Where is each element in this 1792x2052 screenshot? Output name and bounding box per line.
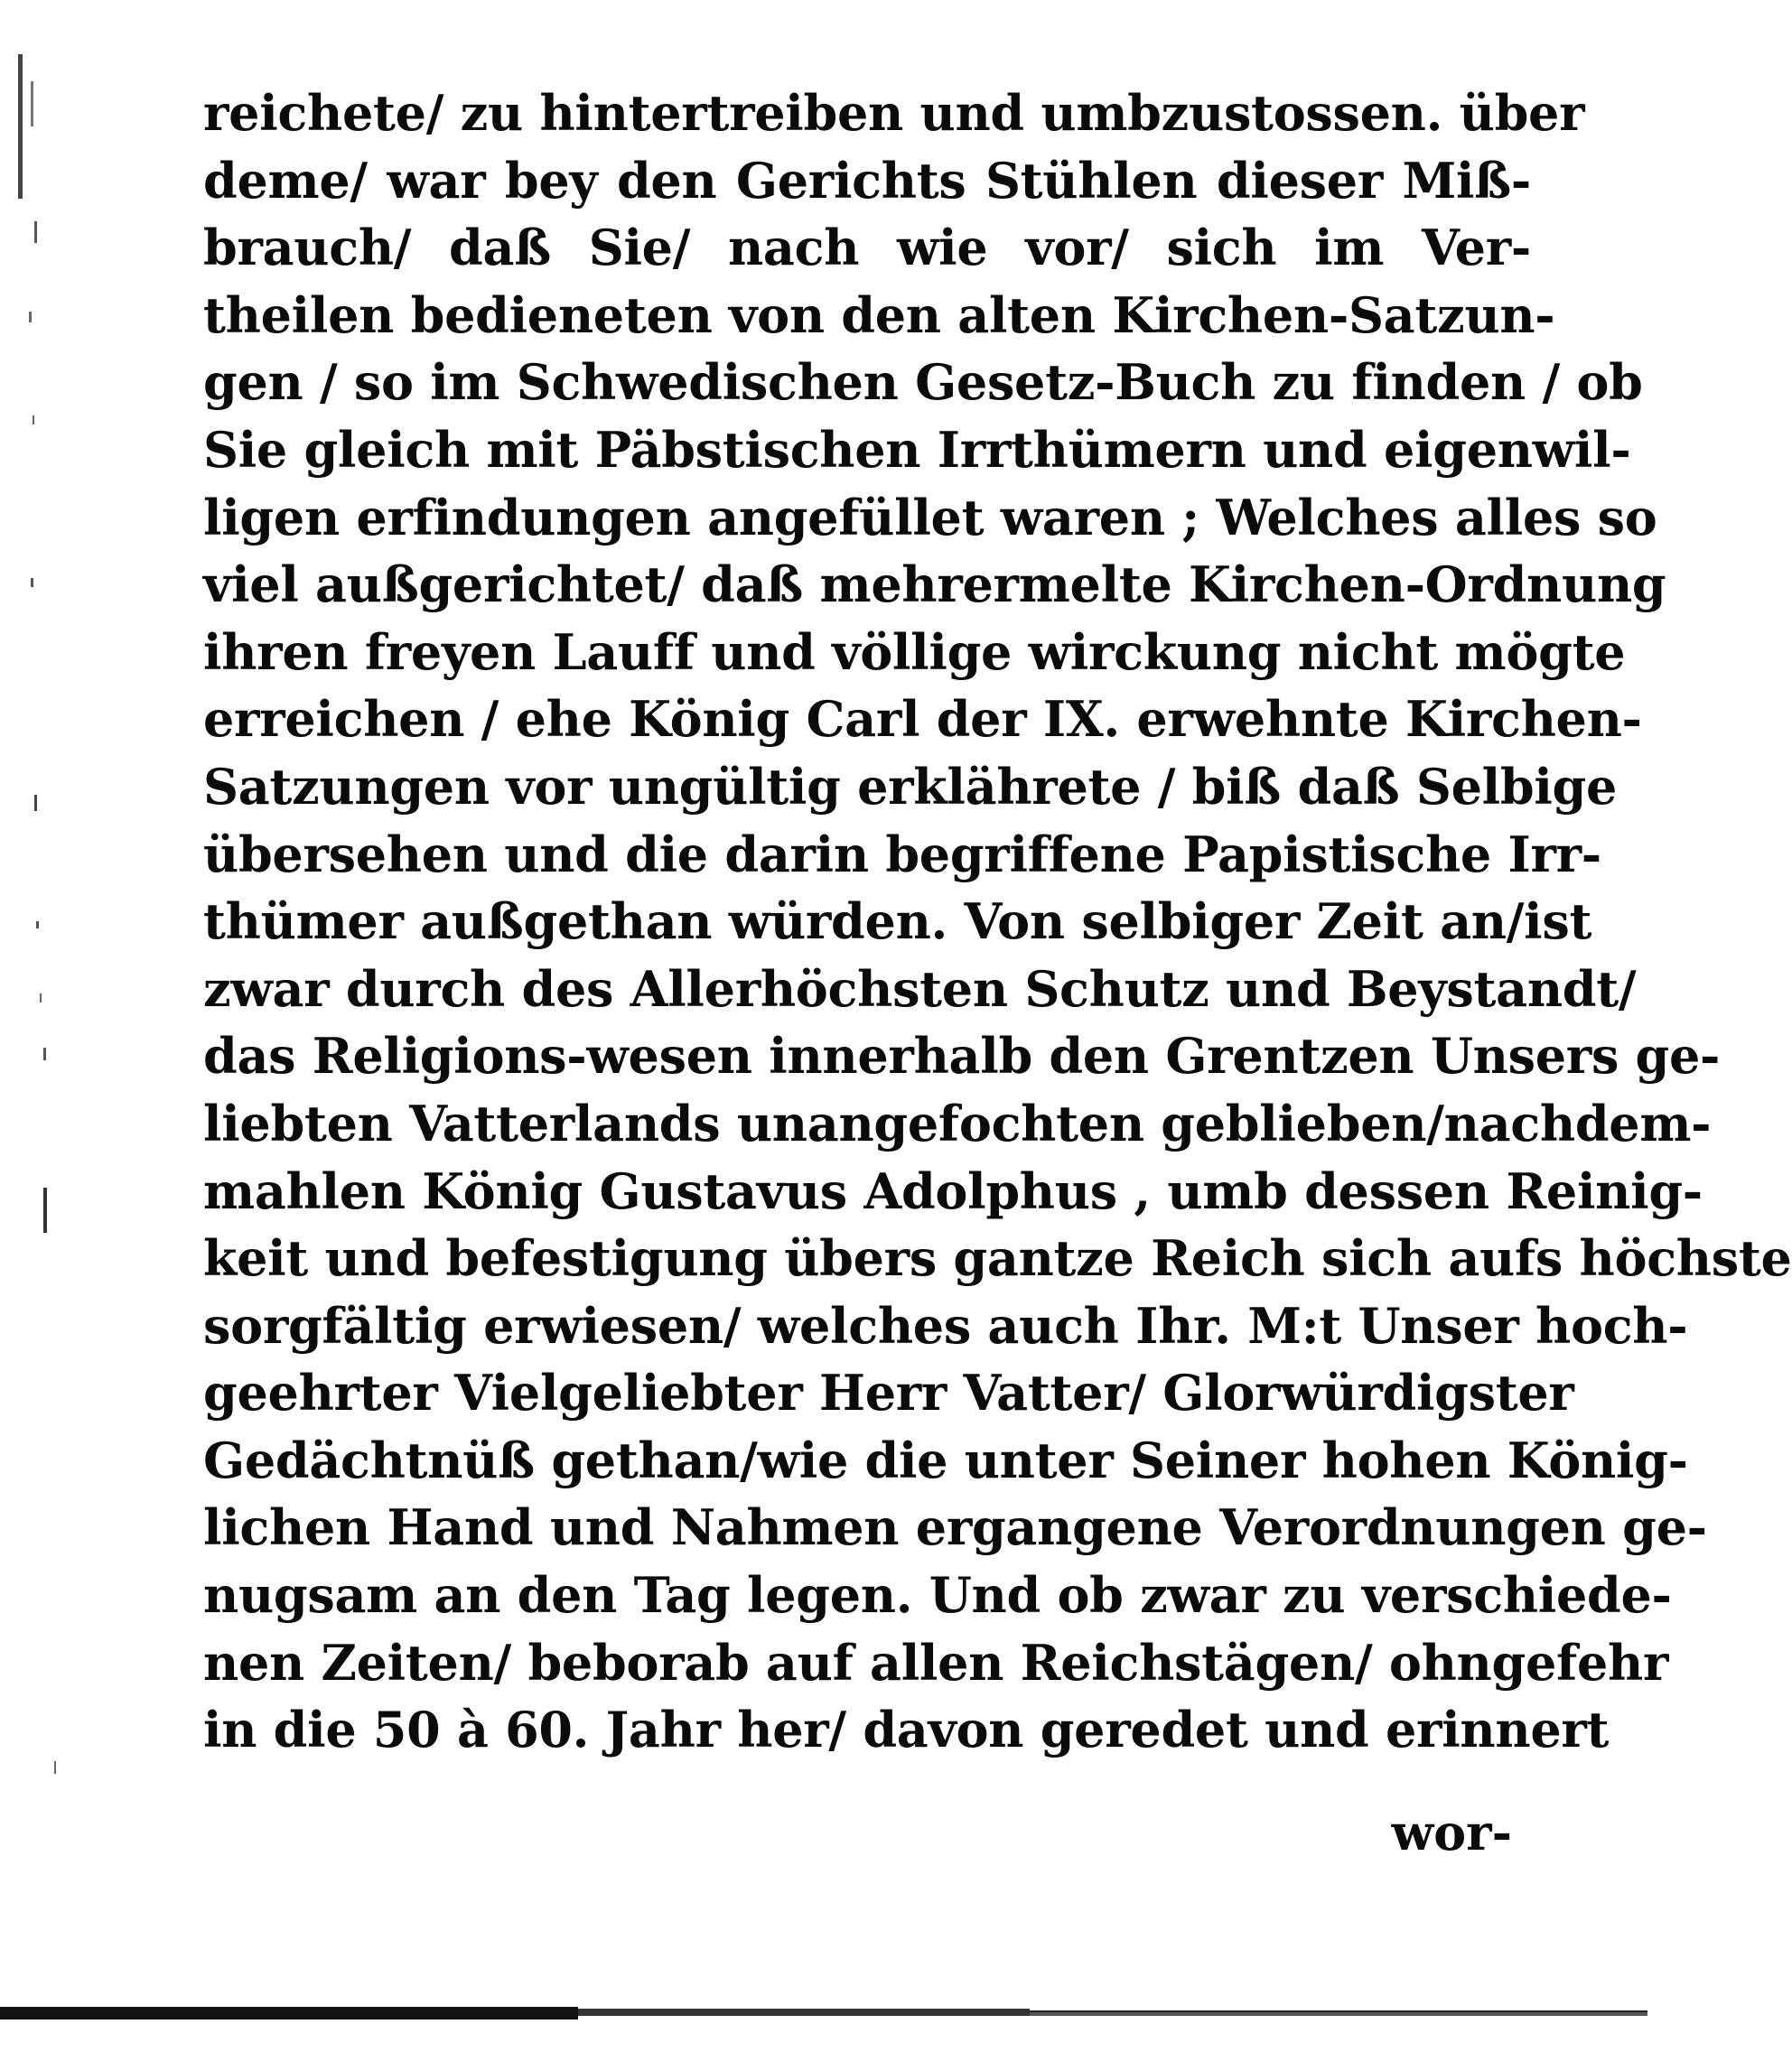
text-line: nugsam an den Tag legen. Und ob zwar zu verschiede- — [203, 1566, 1672, 1625]
catchword: wor- — [1391, 1804, 1512, 1861]
text-line: in die 50 à 60. Jahr her/ davon geredet und erinnert — [203, 1701, 1610, 1759]
text-line: viel außgerichtet/ daß mehrermelte Kirchen-Ordnung — [203, 555, 1666, 614]
text-line: mahlen König Gustavus Adolphus , umb dessen Reinig- — [203, 1161, 1703, 1220]
text-line: erreichen / ehe König Carl der IX. erwehnte Kirchen- — [203, 690, 1642, 749]
text-line: geehrter Vielgeliebter Herr Vatter/ Glorwürdigster — [203, 1364, 1574, 1422]
text-line: übersehen und die darin begriffene Papistische Irr- — [203, 825, 1601, 883]
text-line: nen Zeiten/ beborab auf allen Reichstägen/ ohngefehr — [203, 1633, 1669, 1692]
text-line: gen / so im Schwedischen Gesetz-Buch zu finden / ob — [203, 353, 1643, 412]
text-line: ihren freyen Lauff und völlige wirckung nicht mögte — [203, 622, 1626, 681]
text-line: reichete/ zu hintertreiben und umbzustossen. über — [203, 84, 1585, 142]
text-line: ligen erfindungen angefüllet waren ; Welches alles so — [203, 488, 1657, 546]
text-line: das Religions-wesen innerhalb den Grentzen Unsers ge- — [203, 1027, 1721, 1086]
text-line: theilen bedieneten von den alten Kirchen-Satzun- — [203, 285, 1555, 344]
text-line: sorgfältig erwiesen/ welches auch Ihr. M:t Unser hoch- — [203, 1296, 1688, 1355]
text-line: lichen Hand und Nahmen ergangene Verordnungen ge- — [203, 1498, 1707, 1557]
text-line: keit und befestigung übers gantze Reich sich aufs höchste — [203, 1229, 1792, 1288]
text-line: Satzungen vor ungültig erklährete / biß daß Selbige — [203, 757, 1618, 816]
body-text — [203, 79, 1792, 1764]
bottom-page-edge — [0, 2003, 1647, 2023]
text-line: Gedächtnüß gethan/wie die unter Seiner hohen König- — [203, 1431, 1688, 1489]
text-line: brauch/ daß Sie/ nach wie vor/ sich im Ver- — [203, 219, 1531, 277]
text-line: thümer außgethan würden. Von selbiger Zeit an/ist — [203, 892, 1592, 951]
text-line: zwar durch des Allerhöchsten Schutz und Beystandt/ — [203, 959, 1637, 1018]
left-margin-scan-marks — [0, 0, 81, 2052]
text-line: deme/ war bey den Gerichts Stühlen dieser Miß- — [203, 151, 1531, 210]
text-line: Sie gleich mit Päbstischen Irrthümern und eigenwil- — [203, 420, 1631, 479]
text-line: liebten Vatterlands unangefochten geblieben/nachdem- — [203, 1094, 1712, 1152]
